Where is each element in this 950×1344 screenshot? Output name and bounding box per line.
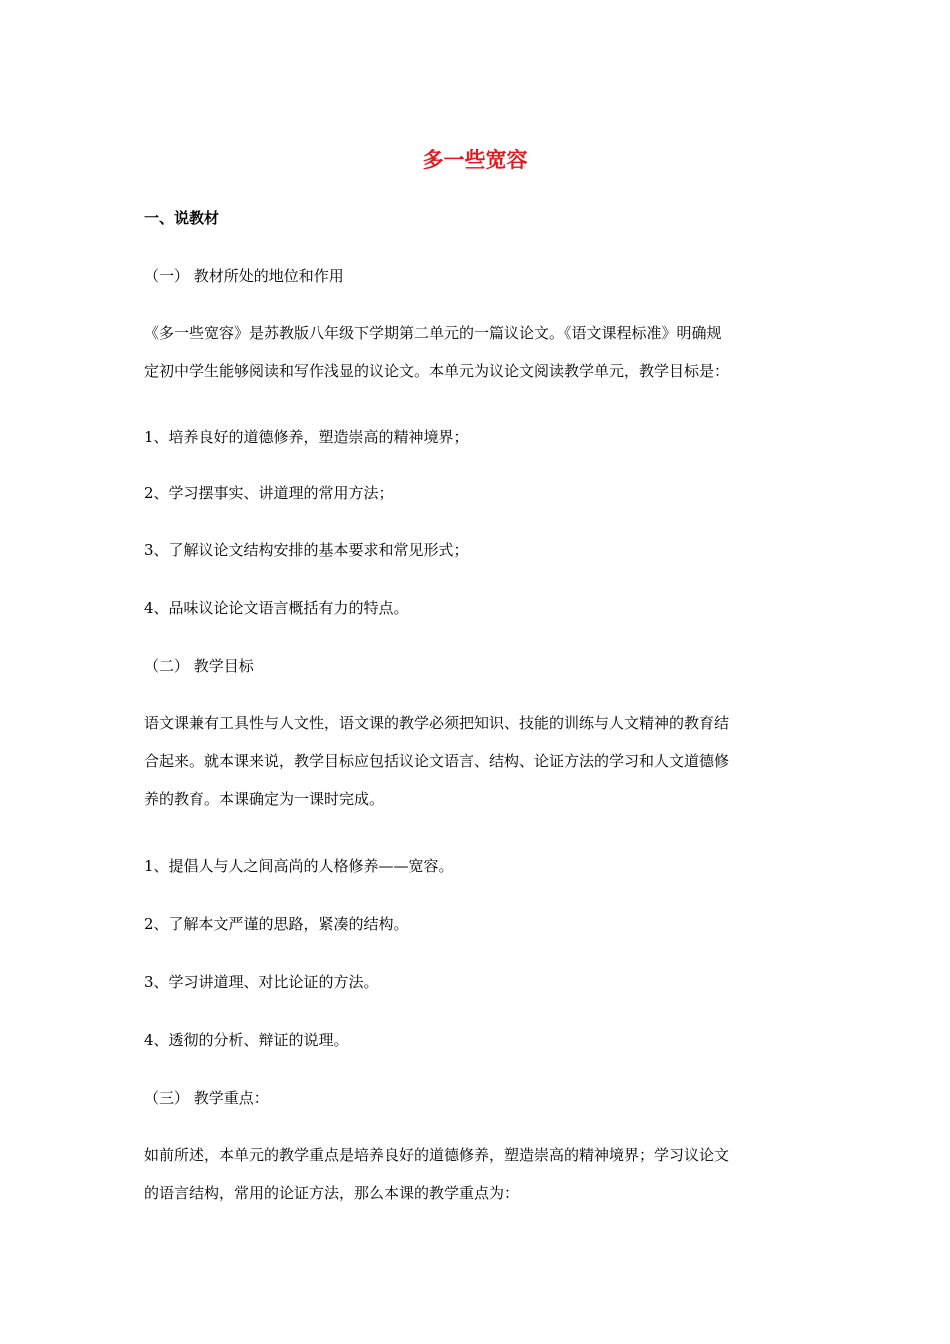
paragraph-line: 《多一些宽容》是苏教版八年级下学期第二单元的一篇议论文。《语文课程标准》明确规 (144, 324, 722, 342)
paragraph-line: 养的教育。本课确定为一课时完成。 (144, 790, 385, 808)
list-item-lesson-goal: 4、透彻的分析、辩证的说理。 (144, 1031, 349, 1049)
subheading-role: （一） 教材所处的地位和作用 (144, 267, 344, 285)
paragraph-line: 合起来。就本课来说，教学目标应包括议论文语言、结构、论证方法的学习和人文道德修 (144, 752, 730, 770)
paragraph-line: 如前所述，本单元的教学重点是培养良好的道德修养，塑造崇高的精神境界；学习议论文 (144, 1146, 730, 1164)
list-item-unit-goal: 2、学习摆事实、讲道理的常用方法； (144, 484, 394, 502)
paragraph-teaching-goals (144, 704, 806, 818)
document-title: 多一些宽容 (422, 148, 528, 172)
paragraph-key-points (144, 1136, 806, 1212)
list-item-lesson-goal: 2、了解本文严谨的思路，紧凑的结构。 (144, 915, 409, 933)
subheading-teaching-goals: （二） 教学目标 (144, 657, 254, 675)
paragraph-role (144, 314, 806, 390)
list-item-unit-goal: 4、品味议论论文语言概括有力的特点。 (144, 599, 409, 617)
paragraph-line: 定初中学生能够阅读和写作浅显的议论文。本单元为议论文阅读教学单元，教学目标是： (144, 362, 730, 380)
paragraph-line: 语文课兼有工具性与人文性，语文课的教学必须把知识、技能的训练与人文精神的教育结 (144, 714, 730, 732)
list-item-lesson-goal: 3、学习讲道理、对比论证的方法。 (144, 973, 379, 991)
list-item-lesson-goal: 1、提倡人与人之间高尚的人格修养——宽容。 (144, 857, 454, 875)
list-item-unit-goal: 1、培养良好的道德修养，塑造崇高的精神境界； (144, 428, 469, 446)
paragraph-line: 的语言结构，常用的论证方法，那么本课的教学重点为： (144, 1184, 520, 1202)
section-heading-textbook: 一、说教材 (144, 209, 220, 227)
list-item-unit-goal: 3、了解议论文结构安排的基本要求和常见形式； (144, 541, 469, 559)
subheading-key-points: （三） 教学重点： (144, 1089, 269, 1107)
